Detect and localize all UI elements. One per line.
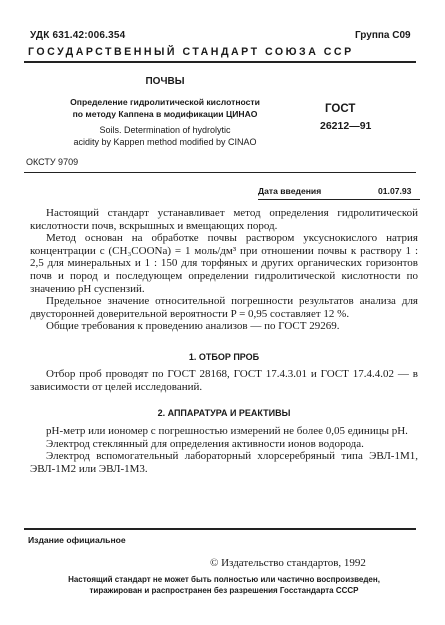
top-rule (24, 61, 416, 63)
group-code: Группа С09 (355, 30, 411, 41)
intro-paragraph-1: Настоящий стандарт устанавливает метод определения гидролитической кислотности почв, вскрышных и вмещающих пород. (30, 207, 418, 232)
subtitle-line-1: Определение гидролитической кислотности (70, 97, 260, 107)
section-2-heading: 2. АППАРАТУРА И РЕАКТИВЫ (157, 408, 291, 418)
reproduction-notice-line-2: тиражирован и распространен без разрешения Госстандарта СССР (89, 586, 359, 595)
section-2-paragraph-2: Электрод стеклянный для определения активности ионов водорода. (46, 437, 364, 450)
document-title: ПОЧВЫ (145, 76, 185, 87)
standard-title: ГОСУДАРСТВЕННЫЙ СТАНДАРТ СОЮЗА ССР (28, 46, 354, 58)
intro-section (30, 207, 418, 333)
reproduction-notice-line-1: Настоящий стандарт не может быть полностью или частично воспроизведен, (68, 575, 380, 584)
english-title (30, 124, 300, 148)
date-label: Дата введения (258, 186, 322, 196)
subtitle-line-2: по методу Каппена в модификации ЦИНАО (72, 109, 258, 119)
section-1-body (30, 368, 418, 393)
section-1-heading: 1. ОТБОР ПРОБ (188, 352, 260, 362)
date-value: 01.07.93 (378, 186, 412, 196)
intro-paragraph-4: Общие требования к проведению анализов — по ГОСТ 29269. (46, 320, 340, 333)
official-edition-label: Издание официальное (28, 535, 126, 545)
reproduction-notice (26, 574, 422, 596)
section-1-paragraph-1: Отбор проб проводят по ГОСТ 28168, ГОСТ 17.4.3.01 и ГОСТ 17.4.4.02 — в зависимости от целей исследований. (30, 368, 418, 393)
bottom-rule (24, 528, 416, 530)
english-title-line-1: Soils. Determination of hydrolytic (99, 125, 231, 135)
okstu-code: ОКСТУ 9709 (26, 157, 79, 167)
gost-number: 26212—91 (320, 120, 372, 132)
section-2-paragraph-1: pH-метр или иономер с погрешностью измерений не более 0,05 единицы pH. (46, 425, 408, 437)
udk-code: УДК 631.42:006.354 (30, 30, 126, 41)
section-2-paragraph-3: Электрод вспомогательный лабораторный хлорсеребряный типа ЭВЛ-1М1, ЭВЛ-1М2 или ЭВЛ-1М3. (30, 450, 418, 475)
middle-rule (24, 172, 416, 173)
intro-paragraph-2: Метод основан на обработке почвы раствором уксуснокислого натрия концентрации c (CH₃COONa) = 1 моль/дм³ при отношении почвы к раствору 1 : 2,5 для минеральных и 1 : 150 для торфяных и других органических горизонтов почв и пород и последующем определении гидролитической кислотности по значению pH суспензий. (30, 232, 418, 295)
copyright-notice: © Издательство стандартов, 1992 (210, 557, 366, 569)
date-rule (258, 199, 420, 200)
intro-paragraph-3: Предельное значение относительной погрешности результатов анализа для двусторонней доверительной вероятности P = 0,95 составляет 12 %. (30, 295, 418, 320)
section-2-body (30, 425, 418, 475)
gost-label: ГОСТ (325, 103, 356, 115)
english-title-line-2: acidity by Kappen method modified by CINAO (73, 137, 257, 147)
document-subtitle (30, 96, 300, 120)
